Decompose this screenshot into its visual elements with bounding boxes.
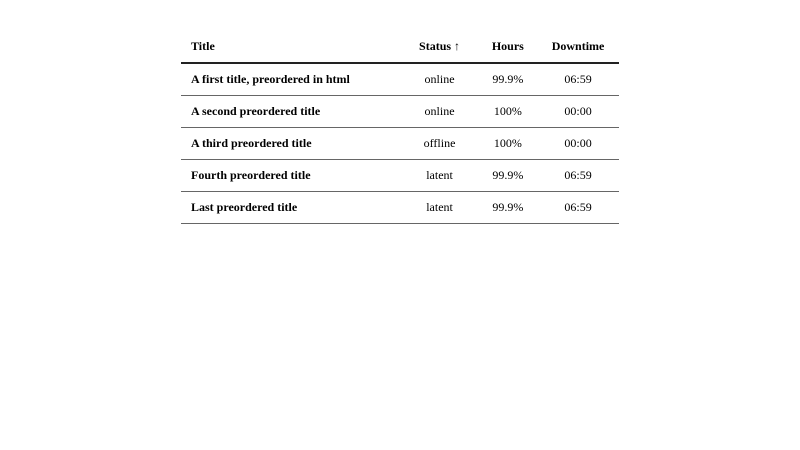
column-header-title[interactable] <box>181 30 401 63</box>
cell-hours: 100% <box>479 128 538 160</box>
column-header-hours[interactable] <box>479 30 538 63</box>
table-row <box>181 63 619 96</box>
cell-title: Last preordered title <box>181 192 401 224</box>
cell-status: online <box>401 96 479 128</box>
sortable-table <box>181 30 619 224</box>
cell-status: latent <box>401 160 479 192</box>
cell-title: A first title, preordered in html <box>181 63 401 96</box>
cell-downtime: 06:59 <box>537 63 619 96</box>
cell-status: offline <box>401 128 479 160</box>
table-body <box>181 63 619 224</box>
column-header-downtime[interactable] <box>537 30 619 63</box>
column-header-title-label: Title <box>191 38 215 53</box>
table-header <box>181 30 619 63</box>
cell-status: latent <box>401 192 479 224</box>
cell-hours: 99.9% <box>479 63 538 96</box>
table-row <box>181 160 619 192</box>
cell-downtime: 06:59 <box>537 160 619 192</box>
sort-ascending-icon: ↑ <box>454 38 461 53</box>
cell-downtime: 06:59 <box>537 192 619 224</box>
cell-downtime: 00:00 <box>537 128 619 160</box>
cell-title: Fourth preordered title <box>181 160 401 192</box>
table-row <box>181 128 619 160</box>
cell-status: online <box>401 63 479 96</box>
header-row <box>181 30 619 63</box>
cell-hours: 99.9% <box>479 192 538 224</box>
cell-hours: 99.9% <box>479 160 538 192</box>
table-row <box>181 192 619 224</box>
cell-downtime: 00:00 <box>537 96 619 128</box>
cell-title: A second preordered title <box>181 96 401 128</box>
table-row <box>181 96 619 128</box>
column-header-status[interactable] <box>401 30 479 63</box>
cell-title: A third preordered title <box>181 128 401 160</box>
column-header-status-label: Status <box>419 38 452 53</box>
column-header-downtime-label: Downtime <box>551 38 605 53</box>
cell-hours: 100% <box>479 96 538 128</box>
column-header-hours-label: Hours <box>491 38 524 53</box>
